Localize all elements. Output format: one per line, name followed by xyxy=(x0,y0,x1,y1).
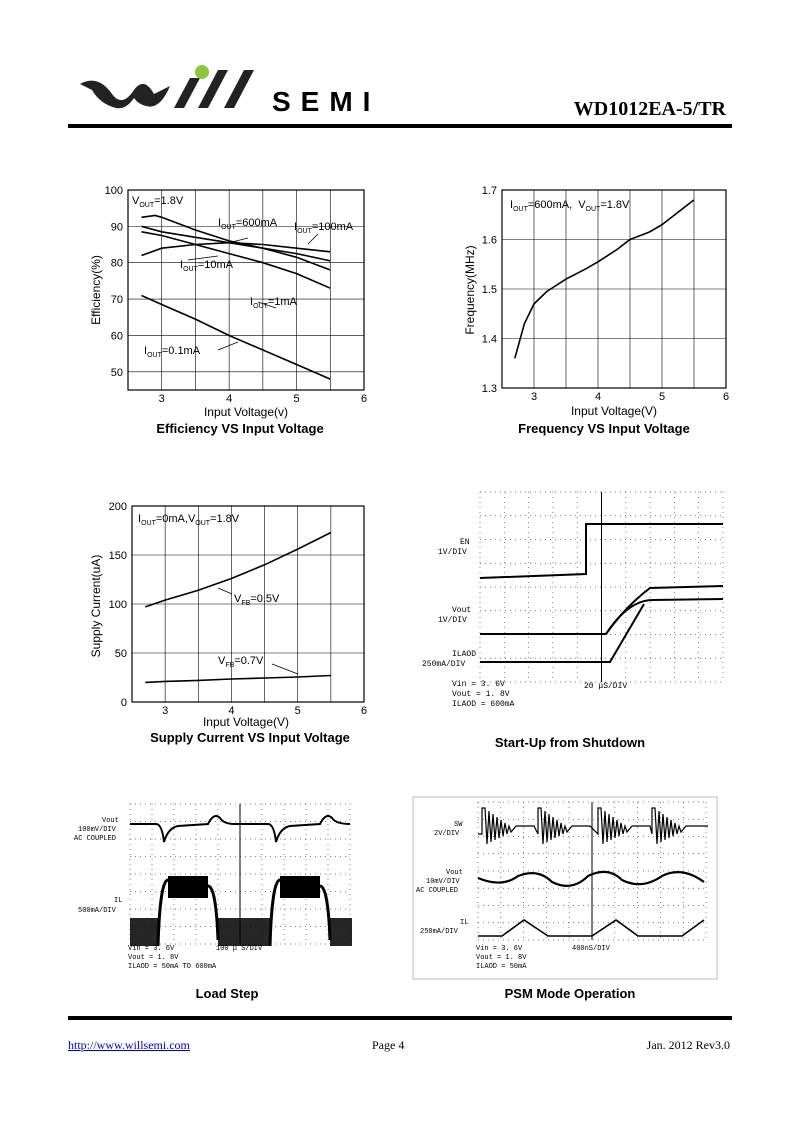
y-tick-label: 80 xyxy=(110,257,123,270)
y-tick-label: 1.5 xyxy=(481,284,497,296)
ch2-scale: 500mA/DIV xyxy=(78,907,116,915)
y-tick-label: 70 xyxy=(110,294,123,307)
chart-caption: Frequency VS Input Voltage xyxy=(518,421,690,436)
il-ripple-high xyxy=(168,876,208,898)
y-tick-label: 1.7 xyxy=(481,185,497,197)
series-label-10ma: $I_{OUT}=10mA$ xyxy=(180,259,234,273)
cond-vout: Vout = 1. 8V xyxy=(128,954,179,962)
cond-vout: Vout = 1. 8V xyxy=(476,954,527,962)
y-tick-label: 1.3 xyxy=(481,383,497,395)
label-pointer xyxy=(272,664,298,674)
x-tick-label: 3 xyxy=(158,393,165,405)
series-label-01ma: $I_{OUT}=0.1mA$ xyxy=(144,345,201,359)
ch3-label: ILAOD xyxy=(452,650,477,659)
x-tick-label: 4 xyxy=(594,391,602,403)
il-trace xyxy=(478,920,704,936)
series-label-600ma: $I_{OUT}=600mA$ xyxy=(218,217,278,231)
x-tick-label: 5 xyxy=(658,391,666,403)
ch1-label: EN xyxy=(460,538,470,547)
ch3-scale: 250mA/DIV xyxy=(422,660,466,669)
y-tick-label: 200 xyxy=(108,501,127,513)
x-tick-label: 4 xyxy=(228,705,235,717)
ch2-coupling: AC COUPLED xyxy=(416,887,459,895)
ch1-label: SW xyxy=(454,821,463,829)
x-tick-label: 3 xyxy=(162,705,169,717)
ch3-scale: 250mA/DIV xyxy=(420,928,458,936)
series-label-vfb-07: $V_{FB}=0.7V$ xyxy=(218,655,264,669)
sw-trace xyxy=(478,808,708,844)
header-rule xyxy=(68,124,732,128)
page-number: Page 4 xyxy=(372,1038,405,1052)
scope-caption: PSM Mode Operation xyxy=(504,986,636,1001)
ch1-scale: 100mV/DIV xyxy=(78,826,116,834)
revision-date: Jan. 2012 Rev3.0 xyxy=(646,1038,730,1052)
chart-caption: Efficiency VS Input Voltage xyxy=(156,421,324,436)
y-tick-label: 0 xyxy=(120,697,127,709)
load-trace-overlay xyxy=(606,599,723,634)
brand-text: SEMI xyxy=(272,86,381,117)
x-tick-label: 6 xyxy=(360,393,368,405)
x-tick-label: 3 xyxy=(530,391,538,403)
condition-label: $I_{OUT}=0mA,V_{OUT}=1.8V$ xyxy=(138,513,240,527)
ch1-scale: 2V/DIV xyxy=(434,830,460,838)
label-pointer xyxy=(218,588,232,594)
cond-iload: ILAOD = 50mA TO 600mA xyxy=(128,963,217,971)
time-scale: 100 μ S/DIV xyxy=(216,945,263,953)
cond-vin: Vin = 3. 6V xyxy=(452,680,505,689)
il-ripple-low xyxy=(218,918,270,946)
ch2-label: IL xyxy=(114,897,123,905)
cond-iload: ILAOD = 600mA xyxy=(452,700,515,709)
psm-scope xyxy=(412,796,722,1006)
condition-label: $V_{OUT}=1.8V$ xyxy=(132,195,184,209)
ch1-scale: 1V/DIV xyxy=(438,548,467,557)
ch2-scale: 10mV/DIV xyxy=(426,878,460,886)
website-link[interactable]: http://www.willsemi.com xyxy=(68,1038,190,1052)
cond-vin: Vin = 3. 6V xyxy=(476,945,523,953)
y-tick-label: 50 xyxy=(110,366,123,379)
startup-scope xyxy=(418,488,738,758)
cond-vout: Vout = 1. 8V xyxy=(452,690,510,699)
x-axis-label: Input Voltage(V) xyxy=(570,404,658,418)
vout-trace xyxy=(478,872,704,886)
scope-caption: Start-Up from Shutdown xyxy=(494,735,646,750)
label-pointer xyxy=(218,342,238,350)
il-ripple-low xyxy=(330,918,352,946)
ch3-label: IL xyxy=(460,919,469,927)
il-ripple-high xyxy=(280,876,320,898)
il-fall xyxy=(320,886,330,940)
label-pointer xyxy=(308,234,318,244)
series-line-2 xyxy=(142,243,331,256)
y-tick-label: 60 xyxy=(110,330,123,343)
ch1-label: Vout xyxy=(102,817,119,825)
series-label-vfb-05: $V_{FB}=0.5V$ xyxy=(234,593,280,607)
x-tick-label: 5 xyxy=(293,393,300,405)
series-line-0 xyxy=(515,200,694,358)
time-scale: 20 μS/DIV xyxy=(584,682,628,691)
scope-caption: Load Step xyxy=(195,986,259,1001)
time-scale: 400nS/DIV xyxy=(572,945,610,953)
ch1-coupling: AC COUPLED xyxy=(74,835,117,843)
part-number: WD1012EA-5/TR xyxy=(573,98,726,120)
y-tick-label: 50 xyxy=(114,648,127,660)
y-axis-label: Efficiency(%) xyxy=(89,255,103,325)
series-label-1ma: $I_{OUT}=1mA$ xyxy=(250,296,297,310)
il-rise xyxy=(270,880,280,946)
supply-current-chart xyxy=(80,494,380,756)
x-tick-label: 6 xyxy=(722,391,730,403)
ch2-label: Vout xyxy=(452,606,472,615)
y-axis-label: Supply Current(uA) xyxy=(89,554,103,658)
ch2-scale: 1V/DIV xyxy=(438,616,467,625)
y-axis-label: Frequency(MHz) xyxy=(463,245,477,335)
chart-caption: Supply Current VS Input Voltage xyxy=(150,730,350,745)
x-axis-label: Input Voltage(V) xyxy=(202,715,290,729)
ch2-label: Vout xyxy=(446,869,463,877)
y-tick-label: 1.4 xyxy=(481,333,497,346)
condition-label: $I_{OUT}=600mA$, $V_{OUT}=1.8V$ xyxy=(510,199,630,213)
logo-dot xyxy=(195,65,209,79)
company-logo xyxy=(78,64,268,114)
efficiency-chart xyxy=(80,178,380,440)
x-axis-label: Input Voltage(v) xyxy=(203,405,289,419)
x-tick-label: 6 xyxy=(360,705,368,717)
y-tick-label: 100 xyxy=(108,599,127,611)
label-pointer xyxy=(232,238,248,242)
cond-iload: ILAOD = 50mA xyxy=(476,963,527,971)
load-step-scope xyxy=(74,800,384,1006)
series-line-1 xyxy=(145,676,331,683)
x-tick-label: 4 xyxy=(226,393,233,405)
il-fall xyxy=(208,886,218,940)
frequency-chart xyxy=(454,178,754,440)
x-tick-label: 5 xyxy=(294,705,301,717)
il-rise xyxy=(158,880,168,946)
series-line-4 xyxy=(142,296,331,380)
cond-vin: Vin = 3. 6V xyxy=(128,945,175,953)
il-ripple-low xyxy=(130,918,158,946)
y-tick-label: 150 xyxy=(108,550,127,562)
footer-rule xyxy=(68,1016,732,1020)
y-tick-label: 90 xyxy=(110,221,123,234)
series-label-100ma: $I_{OUT}=100mA$ xyxy=(294,221,354,235)
y-tick-label: 100 xyxy=(104,185,123,197)
y-tick-label: 1.6 xyxy=(481,234,497,247)
